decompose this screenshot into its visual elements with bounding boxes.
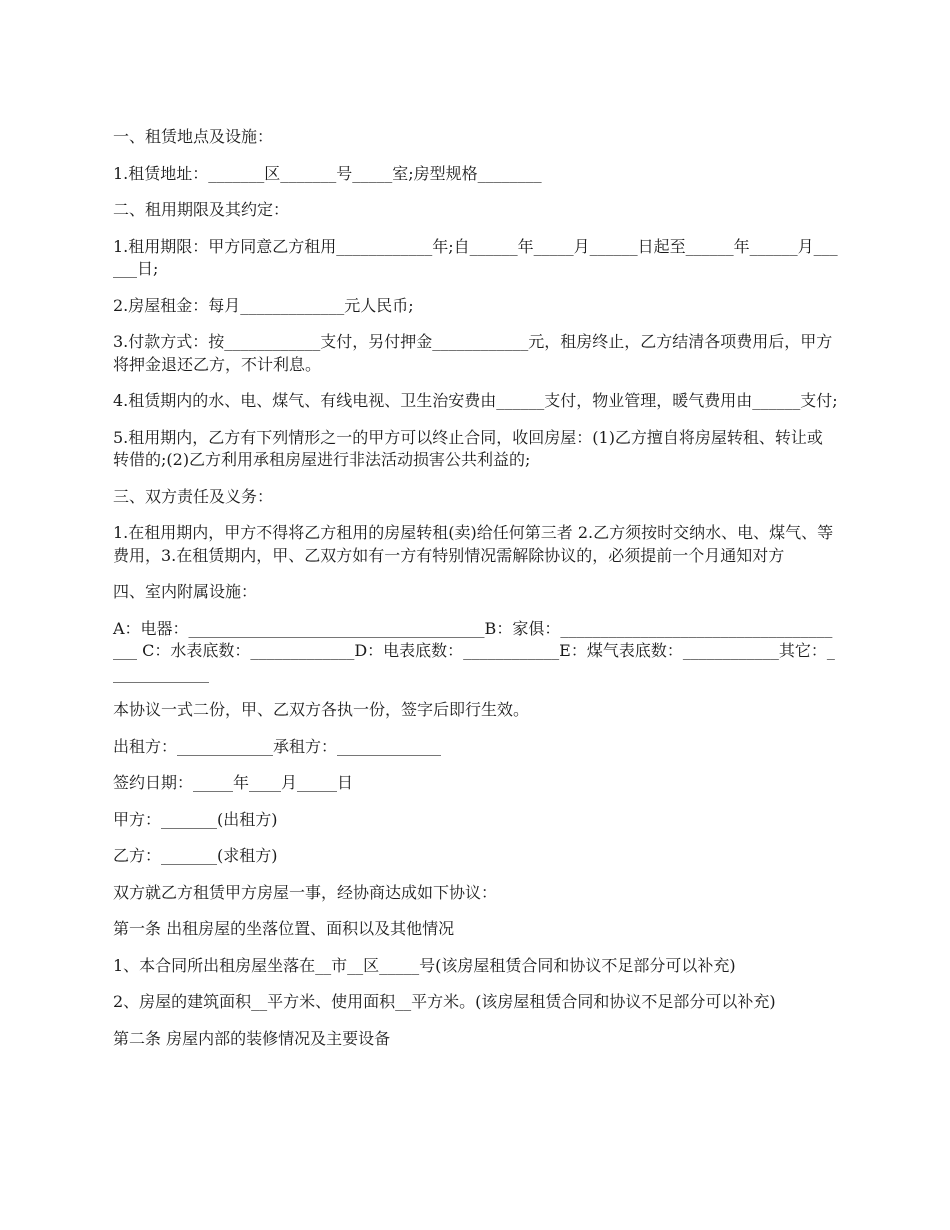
party-b-line: 乙方：_______(求租方)	[113, 846, 278, 865]
article-1-item-2: 2、房屋的建筑面积__平方米、使用面积__平方米。(该房屋租赁合同和协议不足部分可以补充)	[113, 992, 776, 1011]
section-heading-2: 二、租用期限及其约定：	[113, 200, 290, 219]
section-heading-3: 三、双方责任及义务：	[113, 486, 274, 506]
facilities-paragraph: A：电器：_____________________________________B：家俱：_____________________________________ C：水表底数：_____________D：电表底数：____________E：煤气表底数：____________其它：_____________	[113, 618, 835, 683]
article-1-heading: 第一条 出租房屋的坐落位置、面积以及其他情况	[113, 919, 455, 938]
signing-date-line: 签约日期：_____年____月_____日	[113, 773, 354, 792]
section-heading-4: 四、室内附属设施：	[113, 582, 258, 601]
agreement-intro-paragraph: 双方就乙方租赁甲方房屋一事，经协商达成如下协议：	[113, 882, 498, 902]
rent-amount-paragraph: 2.房屋租金：每月_____________元人民币;	[113, 295, 414, 315]
rental-address-paragraph: 1.租赁地址：_______区_______号_____室;房型规格________	[113, 163, 542, 183]
termination-paragraph: 5.租用期内，乙方有下列情形之一的甲方可以终止合同，收回房屋：(1)乙方擅自将房屋转租、转让或转借的;(2)乙方利用承租房屋进行非法活动损害公共利益的;	[113, 427, 823, 469]
payment-method-paragraph: 3.付款方式：按____________支付，另付押金____________元，租房终止，乙方结清各项费用后，甲方将押金退还乙方，不计利息。	[113, 332, 833, 374]
section-heading-1: 一、租赁地点及设施：	[113, 127, 274, 146]
utilities-paragraph: 4.租赁期内的水、电、煤气、有线电视、卫生治安费由______支付，物业管理，暖气费用由______支付;	[113, 391, 838, 410]
article-1-item-1: 1、本合同所出租房屋坐落在__市__区_____号(该房屋租赁合同和协议不足部分可以补充)	[113, 955, 736, 975]
parties-signature-line: 出租方：____________承租方：_____________	[113, 736, 442, 756]
copies-paragraph: 本协议一式二份，甲、乙双方各执一份，签字后即行生效。	[113, 700, 530, 719]
rental-term-paragraph: 1.租用期限：甲方同意乙方租用____________年;自______年_____月______日起至______年______月______日;	[113, 236, 838, 278]
document-page	[113, 126, 838, 1064]
party-a-line: 甲方：_______(出租方)	[113, 809, 278, 829]
article-2-heading: 第二条 房屋内部的装修情况及主要设备	[113, 1028, 391, 1048]
responsibilities-paragraph: 1.在租用期内，甲方不得将乙方租用的房屋转租(卖)给任何第三者 2.乙方须按时交纳水、电、煤气、等费用，3.在租赁期内，甲、乙双方如有一方有特别情况需解除协议的，必须提前一个月通知对方	[113, 523, 834, 565]
